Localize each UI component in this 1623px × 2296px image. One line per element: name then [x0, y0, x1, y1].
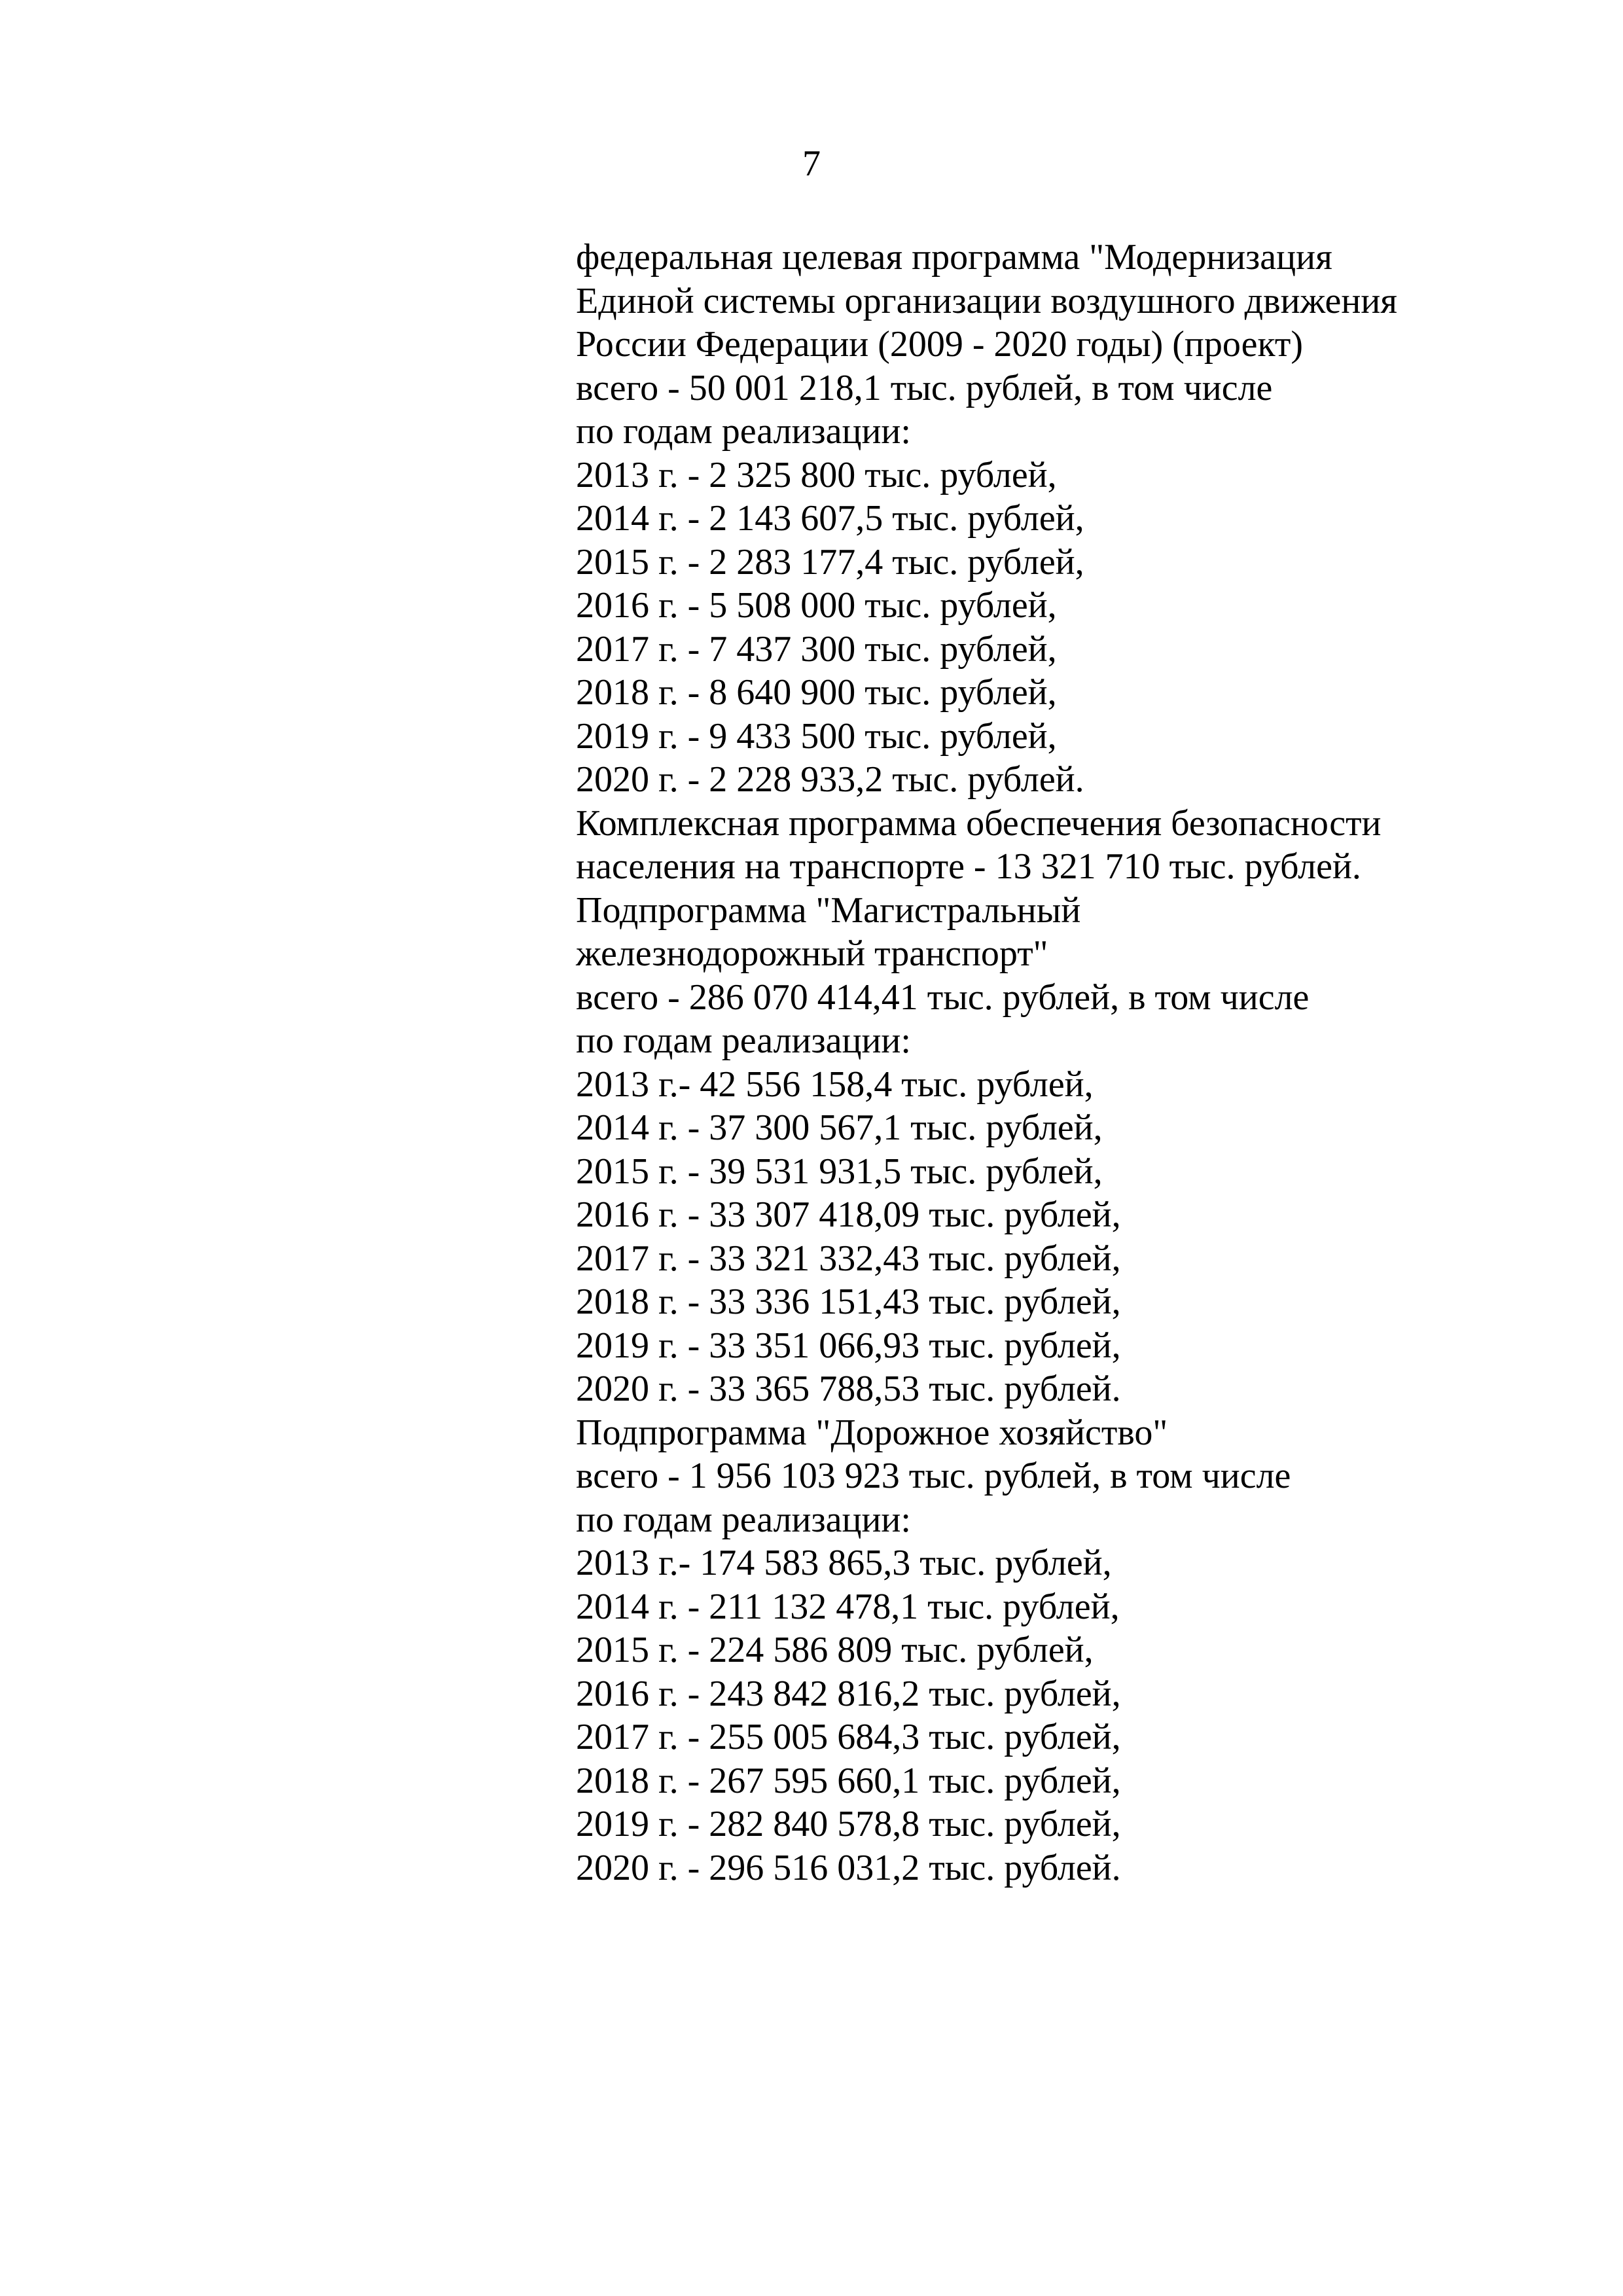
page-number: 7 [802, 143, 821, 184]
text-line: 2020 г. - 2 228 933,2 тыс. рублей. [576, 759, 1084, 800]
text-line: Подпрограмма "Магистральный [576, 889, 1081, 931]
text-line: 2016 г. - 243 842 816,2 тыс. рублей, [576, 1673, 1121, 1714]
text-line: 2017 г. - 255 005 684,3 тыс. рублей, [576, 1717, 1121, 1757]
text-line: 2018 г. - 8 640 900 тыс. рублей, [576, 672, 1057, 713]
text-line: по годам реализации: [576, 1499, 911, 1540]
document-text [576, 236, 1558, 1890]
text-line: по годам реализации: [576, 411, 911, 452]
text-line: 2014 г. - 37 300 567,1 тыс. рублей, [576, 1107, 1103, 1148]
text-line: 2015 г. - 39 531 931,5 тыс. рублей, [576, 1151, 1103, 1192]
text-line: России Федерации (2009 - 2020 годы) (проект) [576, 324, 1304, 365]
text-line: 2016 г. - 5 508 000 тыс. рублей, [576, 585, 1057, 626]
text-line: 2014 г. - 211 132 478,1 тыс. рублей, [576, 1586, 1120, 1627]
text-line: Подпрограмма "Дорожное хозяйство" [576, 1412, 1168, 1453]
text-line: 2018 г. - 33 336 151,43 тыс. рублей, [576, 1282, 1121, 1322]
text-line: всего - 286 070 414,41 тыс. рублей, в том числе [576, 977, 1310, 1018]
text-line: 2016 г. - 33 307 418,09 тыс. рублей, [576, 1194, 1121, 1235]
text-line: 2020 г. - 33 365 788,53 тыс. рублей. [576, 1369, 1121, 1409]
text-line: по годам реализации: [576, 1020, 911, 1061]
text-line: 2017 г. - 33 321 332,43 тыс. рублей, [576, 1238, 1121, 1279]
text-line: 2015 г. - 224 586 809 тыс. рублей, [576, 1630, 1094, 1670]
text-line: 2019 г. - 9 433 500 тыс. рублей, [576, 715, 1057, 757]
text-line: железнодорожный транспорт" [576, 933, 1048, 974]
text-line: 2020 г. - 296 516 031,2 тыс. рублей. [576, 1847, 1121, 1888]
text-line: федеральная целевая программа "Модернизация [576, 237, 1332, 278]
text-line: 2015 г. - 2 283 177,4 тыс. рублей, [576, 541, 1084, 583]
text-line: 2018 г. - 267 595 660,1 тыс. рублей, [576, 1760, 1121, 1801]
text-line: Единой системы организации воздушного движения [576, 280, 1398, 321]
text-line: 2019 г. - 282 840 578,8 тыс. рублей, [576, 1804, 1121, 1844]
text-line: всего - 50 001 218,1 тыс. рублей, в том числе [576, 367, 1273, 408]
text-line: 2013 г. - 2 325 800 тыс. рублей, [576, 454, 1057, 495]
text-line: Комплексная программа обеспечения безопасности [576, 802, 1382, 844]
text-line: 2017 г. - 7 437 300 тыс. рублей, [576, 628, 1057, 670]
text-line: всего - 1 956 103 923 тыс. рублей, в том числе [576, 1456, 1291, 1496]
text-line: 2019 г. - 33 351 066,93 тыс. рублей, [576, 1325, 1121, 1366]
text-line: 2014 г. - 2 143 607,5 тыс. рублей, [576, 498, 1084, 539]
text-line: 2013 г.- 174 583 865,3 тыс. рублей, [576, 1543, 1112, 1583]
text-line: 2013 г.- 42 556 158,4 тыс. рублей, [576, 1064, 1094, 1105]
text-line: населения на транспорте - 13 321 710 тыс. рублей. [576, 846, 1361, 887]
